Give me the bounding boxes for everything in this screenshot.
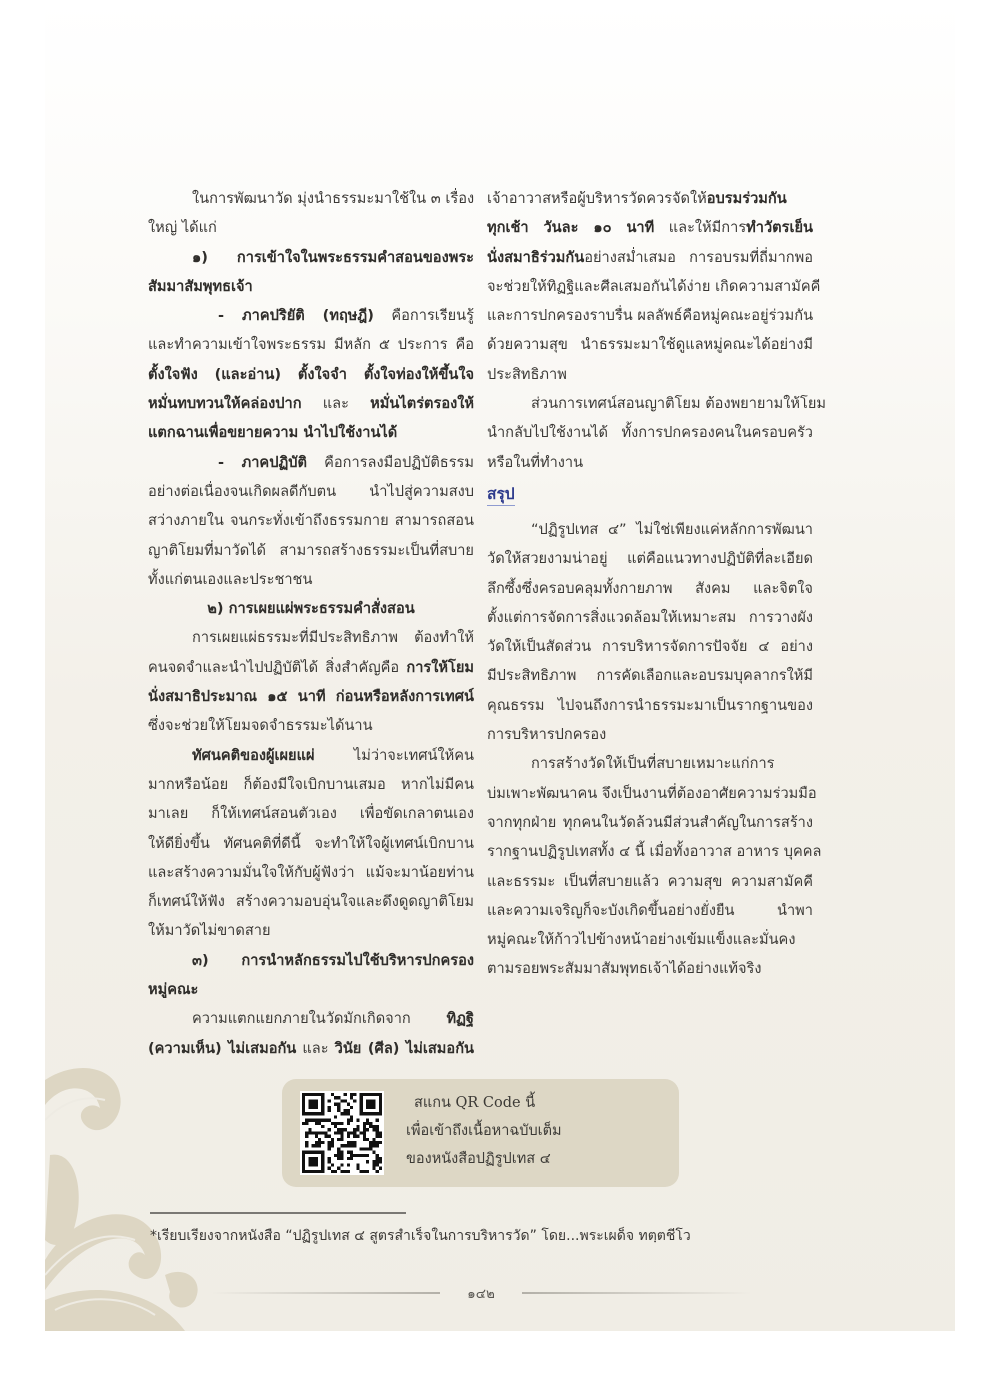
text-line: คุณธรรม ไปจนถึงการนำธรรมะมาเป็นรากฐานของ: [487, 696, 813, 714]
qr-caption-line-1: สแกน QR Code นี้: [414, 1095, 536, 1111]
bold-text: ทัศนคติของผู้เผยแผ่: [192, 746, 315, 764]
text-line: นำกลับไปใช้งานได้ ทั้งการปกครองคนในครอบครัว: [487, 424, 813, 442]
bold-text: ทิฏฐิ: [446, 1010, 474, 1028]
qr-code-icon[interactable]: [300, 1091, 384, 1175]
text-line: ในการพัฒนาวัด มุ่งนำธรรมะมาใช้ใน ๓ เรื่อง: [192, 190, 475, 207]
text: และ: [296, 1039, 335, 1057]
text-line: ก็เทศน์ให้ฟัง สร้างความอบอุ่นใจและดึงดูดญาติโยม: [148, 893, 474, 911]
text-line: [487, 213, 813, 242]
text: และให้มีการ: [654, 219, 747, 237]
text-line: [148, 448, 474, 477]
text-line: ๓) การนำหลักธรรมไปใช้บริหารปกครอง: [192, 951, 474, 969]
bold-text: นั่งสมาธิร่วมกัน: [487, 248, 585, 266]
text-line: หมู่คณะให้ก้าวไปข้างหน้าอย่างเข้มแข็งและมั่นคง: [487, 931, 796, 949]
text: คนจดจำและนำไปปฏิบัติได้ สิ่งสำคัญคือ: [148, 658, 407, 676]
bold-text: หมั่นไตร่ตรองให้: [370, 395, 474, 413]
text-line: สัมมาสัมพุทธเจ้า: [148, 277, 253, 295]
text-line: การเผยแผ่ธรรมะที่มีประสิทธิภาพ ต้องทำให้: [192, 629, 474, 647]
text-line: มาเลย ก็ให้เทศน์สอนตัวเอง เพื่อขัดเกลาตนเอง: [148, 805, 474, 823]
text-line: มีประสิทธิภาพ การคัดเลือกและอบรมบุคลากรให้มี: [487, 667, 813, 685]
text-line: บ่มเพาะพัฒนาคน จึงเป็นงานที่ต้องอาศัยความร่วมมือ: [487, 784, 817, 802]
qr-panel: [282, 1079, 679, 1187]
left-column: [148, 184, 474, 1063]
text-line: ลึกซึ้งซึ่งครอบคลุมทั้งกายภาพ สังคม และจิตใจ: [487, 579, 813, 597]
bold-text: อบรมร่วมกัน: [706, 190, 787, 207]
text-line: จะช่วยให้ทิฏฐิและศีลเสมอกันได้ง่าย เกิดความสามัคคี: [487, 277, 821, 295]
text-line: สว่างภายใน จนกระทั่งเข้าถึงธรรมกาย สามารถสอน: [148, 512, 474, 530]
text-line: และการปกครองราบรื่น ผลลัพธ์คือหมู่คณะอยู่ร่วมกัน: [487, 307, 814, 325]
text-line: วัดให้สวยงามน่าอยู่ แต่คือแนวทางปฏิบัติที่ละเอียด: [487, 550, 813, 568]
text-line: [148, 653, 474, 682]
text-line: หมู่คณะ: [148, 981, 199, 999]
text-line: หรือในที่ทำงาน: [487, 453, 584, 471]
text-line: รากฐานปฏิรูปเทสทั้ง ๔ นี้ เมื่อทั้งอาวาส อาหาร บุคคล: [487, 843, 822, 861]
text-line: [148, 1004, 474, 1033]
text: อย่างสม่ำเสมอ การอบรมที่ถี่มากพอ: [584, 248, 813, 266]
right-column: [487, 184, 827, 984]
text-line: และทำความเข้าใจพระธรรม มีหลัก ๕ ประการ คือ: [148, 336, 474, 354]
text-line: ญาติโยมที่มาวัดได้ สามารถสร้างธรรมะเป็นที่สบาย: [148, 541, 474, 559]
text-line: [487, 184, 813, 213]
text: คือการลงมือปฏิบัติธรรม: [307, 453, 474, 471]
text: เจ้าอาวาสหรือผู้บริหารวัดควรจัดให้: [487, 190, 707, 207]
floral-ornament-icon: [45, 1060, 225, 1331]
qr-caption: [406, 1089, 562, 1173]
bold-text: - ภาคปริยัติ (ทฤษฎี): [218, 307, 374, 325]
bold-text: หมั่นทบทวนให้คล่องปาก: [148, 395, 302, 413]
page-number-rule-left: [210, 1292, 440, 1294]
right-column-intro: [487, 184, 827, 477]
text-line: ตั้งใจฟัง (และอ่าน) ตั้งใจจำ ตั้งใจท่องให้ขึ้นใจ: [148, 365, 474, 383]
qr-caption-line-2: เพื่อเข้าถึงเนื้อหาฉบับเต็ม: [406, 1123, 562, 1139]
bold-text: การให้โยม: [406, 658, 474, 676]
text-line: อย่างต่อเนื่องจนเกิดผลดีกับตน นำไปสู่ความสงบ: [148, 482, 474, 500]
text-line: การบริหารปกครอง: [487, 726, 607, 744]
text-line: ทั้งแก่ตนเองและประชาชน: [148, 570, 313, 588]
text-line: ๑) การเข้าใจในพระธรรมคำสอนของพระ: [192, 248, 474, 266]
text-line: ซึ่งจะช่วยให้โยมจดจำธรรมะได้นาน: [148, 717, 373, 735]
text-line: [148, 741, 474, 770]
text-line: ๒) การเผยแผ่พระธรรมคำสั่งสอน: [207, 600, 415, 618]
page-number-rule-right: [522, 1292, 752, 1294]
text-line: [148, 301, 474, 330]
footnote: *เรียบเรียงจากหนังสือ “ปฏิรูปเทส ๔ สูตรสำเร็จในการบริหารวัด” โดย...พระเผด็จ ทตฺตชีโว: [150, 1228, 691, 1244]
text-line: “ปฏิรูปเทส ๔” ไม่ใช่เพียงแค่หลักการพัฒนา: [531, 520, 813, 538]
text-line: ประสิทธิภาพ: [487, 365, 567, 383]
text-line: นั่งสมาธิประมาณ ๑๕ นาที ก่อนหรือหลังการเทศน์: [148, 688, 474, 706]
footnote-divider: [150, 1212, 406, 1214]
text-line: ด้วยความสุข นำธรรมะมาใช้ดูแลหมู่คณะได้อย่างมี: [487, 336, 813, 354]
qr-caption-line-3: ของหนังสือปฏิรูปเทส ๔: [406, 1151, 551, 1167]
text-line: และสร้างความมั่นใจให้กับผู้ฟังว่า แม้จะมาน้อยท่าน: [148, 863, 474, 881]
bold-text: ทุกเช้า วันละ ๑๐ นาที: [487, 219, 655, 237]
text-line: ตามรอยพระสัมมาสัมพุทธเจ้าได้อย่างแท้จริง: [487, 960, 762, 978]
summary-heading: สรุป: [487, 483, 515, 506]
text-line: [148, 1034, 474, 1063]
summary-heading-row: [487, 477, 813, 515]
text-line: ให้ดียิ่งขึ้น ทัศนคติที่ดีนี้ จะทำให้ใจผู้เทศน์เบิกบาน: [148, 834, 474, 852]
text-line: ส่วนการเทศน์สอนญาติโยม ต้องพยายามให้โยม: [531, 395, 827, 413]
text: และ: [301, 395, 371, 413]
text-line: แตกฉานเพื่อขยายความ นำไปใช้งานได้: [148, 424, 398, 442]
text-line: [148, 389, 474, 418]
text-line: การสร้างวัดให้เป็นที่สบายเหมาะแก่การ: [531, 755, 775, 773]
bold-text: ทำวัตรเย็น: [746, 219, 814, 237]
text-line: มากหรือน้อย ก็ต้องมีใจเบิกบานเสมอ หากไม่มีคน: [148, 775, 474, 793]
text: ไม่ว่าจะเทศน์ให้คน: [314, 746, 474, 764]
text-line: และความเจริญก็จะบังเกิดขึ้นอย่างยั่งยืน นำพา: [487, 901, 813, 919]
text-line: [487, 243, 813, 272]
bold-text: (ความเห็น) ไม่เสมอกัน: [148, 1039, 297, 1057]
bold-text: - ภาคปฏิบัติ: [218, 453, 308, 471]
text-line: ตั้งแต่การจัดการสิ่งแวดล้อมให้เหมาะสม การวางผัง: [487, 608, 813, 626]
text-line: วัดให้เป็นสัดส่วน การบริหารจัดการปัจจัย ๔ อย่าง: [487, 638, 813, 656]
text-line: จากทุกฝ่าย ทุกคนในวัดล้วนมีส่วนสำคัญในการสร้าง: [487, 813, 813, 831]
text: ความแตกแยกภายในวัดมักเกิดจาก: [192, 1010, 447, 1028]
summary-body: [487, 515, 822, 984]
text-line: ให้มาวัดไม่ขาดสาย: [148, 922, 271, 940]
text: คือการเรียนรู้: [373, 307, 474, 325]
page-number: ๑๔๒: [467, 1286, 495, 1302]
text-line: ใหญ่ ได้แก่: [148, 219, 217, 237]
bold-text: วินัย (ศีล) ไม่เสมอกัน: [334, 1039, 475, 1057]
text-line: และธรรมะ เป็นที่สบายแล้ว ความสุข ความสามัคคี: [487, 872, 813, 890]
